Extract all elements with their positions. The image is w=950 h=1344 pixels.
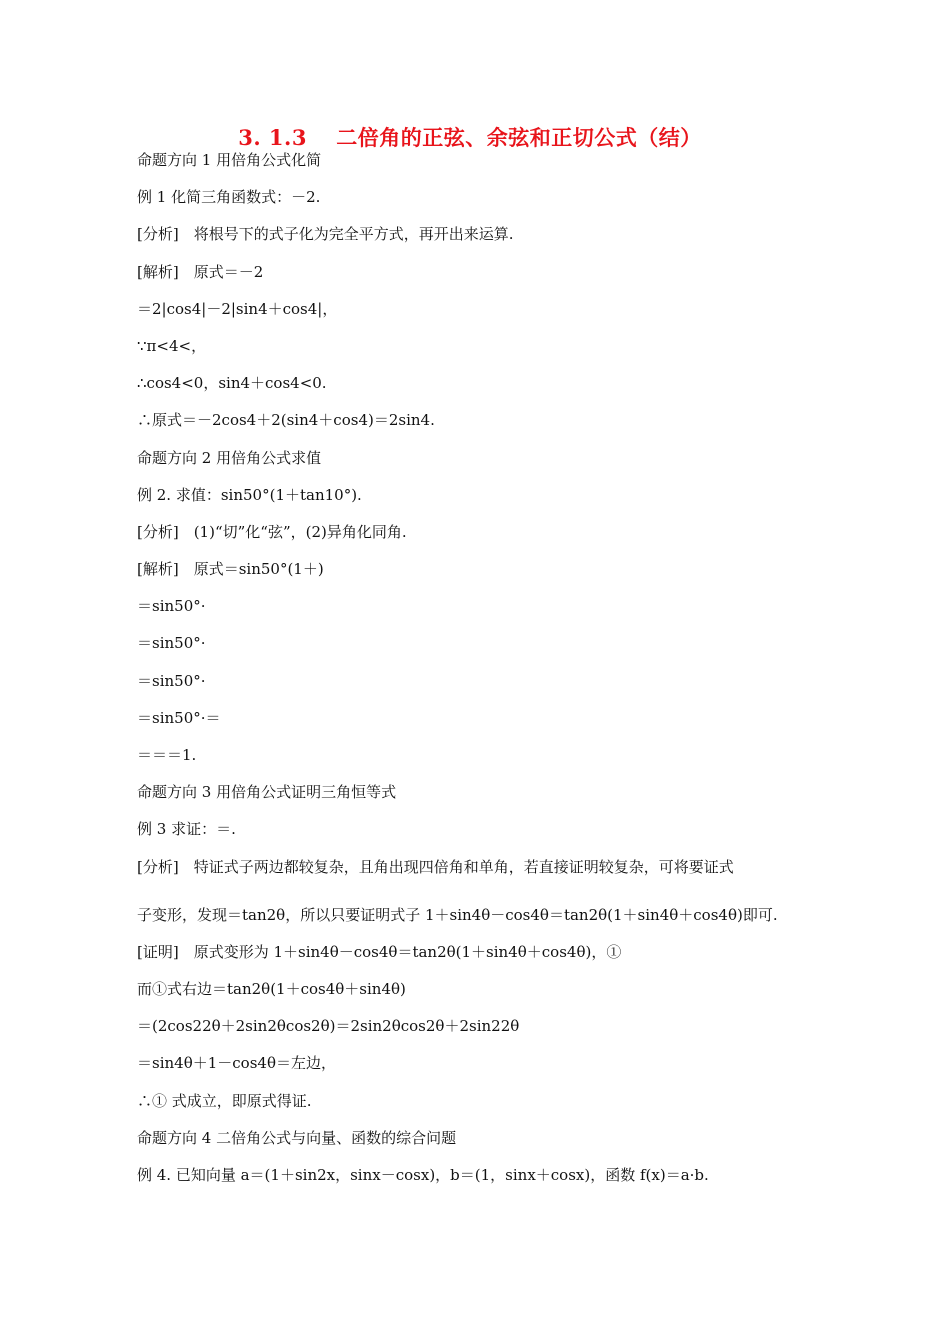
example-1: 例 1 化简三角函数式：－2. <box>137 188 321 207</box>
solution-line: ＝sin50°· <box>137 597 206 616</box>
section-heading-4: 命题方向 4 二倍角公式与向量、函数的综合问题 <box>137 1128 457 1147</box>
solution-line: ＝sin50°· <box>137 671 206 690</box>
analysis-3: [分析] 特证式子两边都较复杂，且角出现四倍角和单角，若直接证明较复杂，可将要证式 <box>137 857 734 876</box>
analysis-2: [分析] (1)“切”化“弦”，(2)异角化同角. <box>137 522 407 541</box>
document-body <box>137 150 827 1202</box>
document-title: 3. 1.3 二倍角的正弦、余弦和正切公式（结） <box>238 125 702 150</box>
analysis-1: [分析] 将根号下的式子化为完全平方式，再开出来运算. <box>137 225 514 244</box>
section-heading-3: 命题方向 3 用倍角公式证明三角恒等式 <box>137 783 397 802</box>
example-4: 例 4. 已知向量 a＝(1＋sin2x，sinx－cosx)，b＝(1，sinx＋cosx)，函数 f(x)＝a·b. <box>137 1165 709 1184</box>
solution-line: ∴原式＝－2cos4＋2(sin4＋cos4)＝2sin4. <box>137 411 435 430</box>
solution-line: ＝sin50°· <box>137 634 206 653</box>
solution-line: ＝2|cos4|－2|sin4＋cos4|， <box>137 299 338 318</box>
proof-line: 而①式右边＝tan2θ(1＋cos4θ＋sin4θ) <box>137 979 406 998</box>
example-3: 例 3 求证：＝. <box>137 820 236 839</box>
example-2: 例 2. 求值：sin50°(1＋tan10°). <box>137 485 362 504</box>
solution-line: ∵π<4<， <box>137 336 207 355</box>
proof-line: [证明] 原式变形为 1＋sin4θ－cos4θ＝tan2θ(1＋sin4θ＋cos4θ)，① <box>137 942 622 961</box>
solution-line: ∴cos4<0，sin4＋cos4<0. <box>137 374 327 393</box>
proof-line: ∴① 式成立，即原式得证. <box>137 1091 312 1110</box>
solution-line: [解析] 原式＝－2 <box>137 262 264 281</box>
section-heading-2: 命题方向 2 用倍角公式求值 <box>137 448 322 467</box>
section-heading-1: 命题方向 1 用倍角公式化简 <box>137 151 322 169</box>
proof-line: ＝(2cos22θ＋2sin2θcos2θ)＝2sin2θcos2θ＋2sin22θ <box>137 1017 520 1036</box>
analysis-3-continued: 子变形，发现＝tan2θ，所以只要证明式子 1＋sin4θ－cos4θ＝tan2θ(1＋sin4θ＋cos4θ)即可. <box>137 905 778 924</box>
solution-line: ＝sin50°·＝ <box>137 708 221 727</box>
solution-line: ＝＝＝1. <box>137 746 197 764</box>
solution-line: [解析] 原式＝sin50°(1＋) <box>137 560 324 579</box>
proof-line: ＝sin4θ＋1－cos4θ＝左边， <box>137 1054 336 1073</box>
